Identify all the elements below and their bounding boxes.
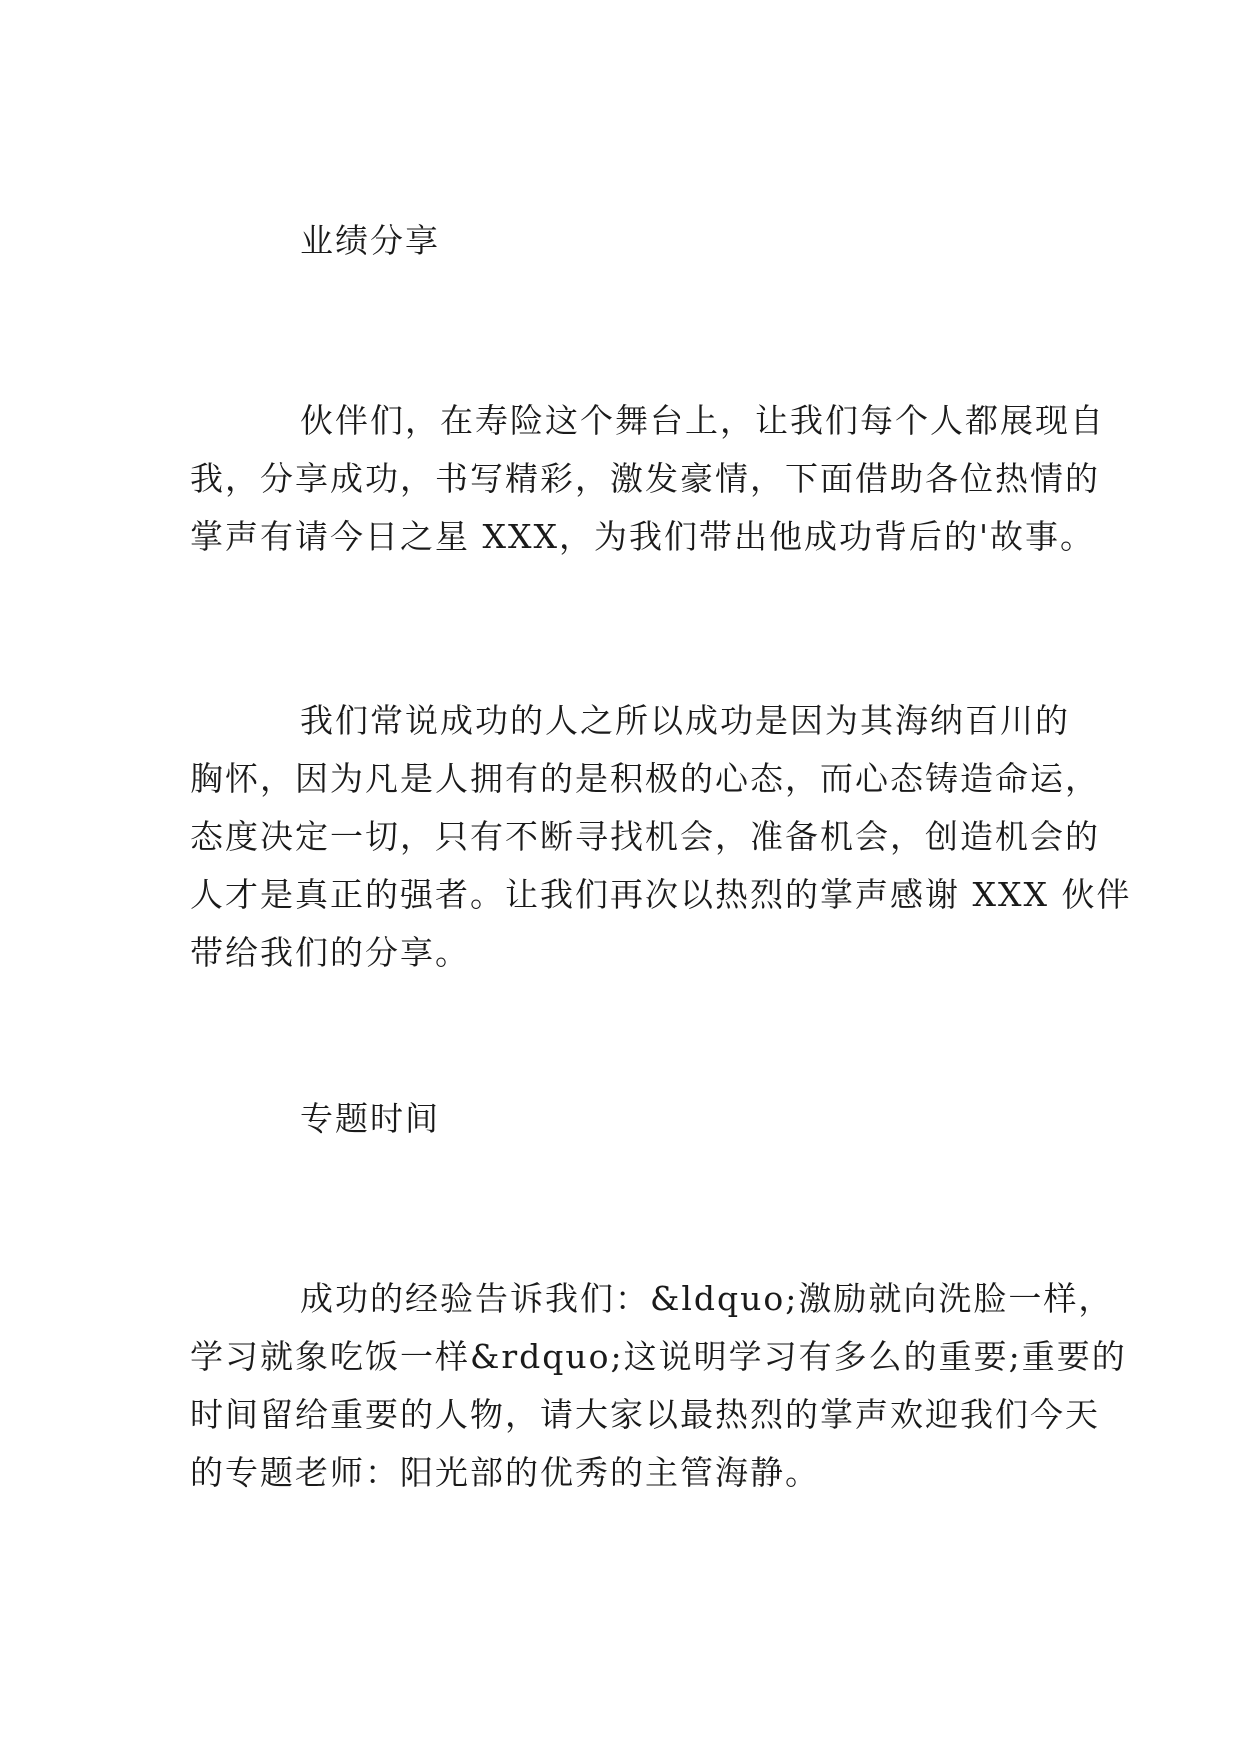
- paragraph-introduction: [190, 392, 1105, 566]
- paragraph-topic-introduction: [190, 1270, 1127, 1502]
- heading-text: 专题时间: [300, 1099, 440, 1138]
- paragraph-line: 的专题老师：阳光部的优秀的主管海静。: [190, 1453, 820, 1492]
- paragraph-thanks: [190, 692, 1132, 982]
- paragraph-line: 伙伴们，在寿险这个舞台上，让我们每个人都展现自: [300, 401, 1105, 440]
- paragraph-line: 掌声有请今日之星 XXX，为我们带出他成功背后的'故事。: [190, 517, 1096, 556]
- paragraph-line: 胸怀，因为凡是人拥有的是积极的心态，而心态铸造命运，: [190, 759, 1100, 798]
- paragraph-line: 学习就象吃饭一样&rdquo;这说明学习有多么的重要;重要的: [190, 1337, 1127, 1376]
- section-heading-topic-time: [300, 1090, 1000, 1148]
- paragraph-line: 态度决定一切，只有不断寻找机会，准备机会，创造机会的: [190, 817, 1100, 856]
- section-heading-performance-sharing: [300, 212, 1000, 270]
- paragraph-line: 我们常说成功的人之所以成功是因为其海纳百川的: [300, 701, 1070, 740]
- paragraph-line: 我，分享成功，书写精彩，激发豪情，下面借助各位热情的: [190, 459, 1100, 498]
- paragraph-line: 带给我们的分享。: [190, 933, 470, 972]
- paragraph-line: 人才是真正的强者。让我们再次以热烈的掌声感谢 XXX 伙伴: [190, 875, 1132, 914]
- paragraph-line: 时间留给重要的人物，请大家以最热烈的掌声欢迎我们今天: [190, 1395, 1100, 1434]
- heading-text: 业绩分享: [300, 221, 440, 260]
- paragraph-line: 成功的经验告诉我们：&ldquo;激励就向洗脸一样，: [300, 1279, 1114, 1318]
